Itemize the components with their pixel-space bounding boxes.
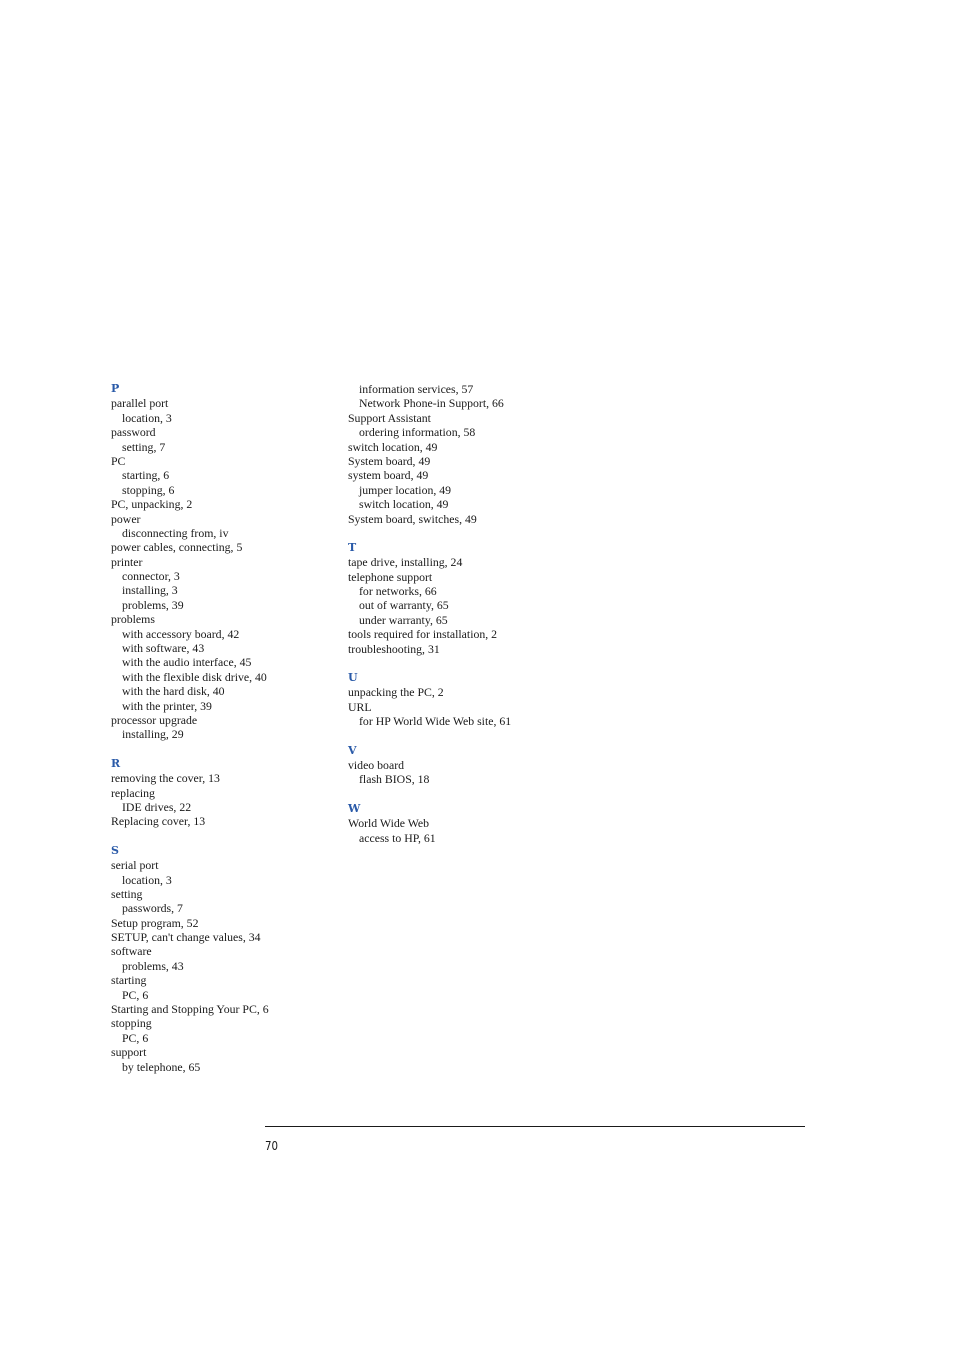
- index-entry: unpacking the PC, 2: [348, 685, 444, 700]
- index-subentry: with accessory board, 42: [122, 626, 240, 641]
- index-letter-heading: V: [348, 743, 357, 757]
- index-entry: System board, switches, 49: [348, 511, 477, 526]
- index-entry: Support Assistant: [348, 410, 431, 425]
- index-letter-heading: S: [111, 843, 119, 857]
- index-entry: URL: [348, 699, 372, 714]
- index-entry: tools required for installation, 2: [348, 627, 498, 642]
- index-entry: tape drive, installing, 24: [348, 555, 463, 570]
- index-subentry: information services, 57: [359, 382, 474, 396]
- index-section-u: [348, 671, 608, 729]
- index-entry: starting: [111, 973, 147, 988]
- index-entry: switch location, 49: [348, 439, 438, 454]
- index-subentry: with the flexible disk drive, 40: [122, 669, 267, 684]
- index-entry: password: [111, 425, 156, 440]
- index-subentry: passwords, 7: [122, 901, 183, 916]
- index-subentry: flash BIOS, 18: [359, 772, 430, 787]
- index-subentry: with the audio interface, 45: [122, 655, 252, 670]
- index-entry: printer: [111, 554, 143, 569]
- index-subentry: Network Phone-in Support, 66: [359, 396, 504, 411]
- index-subentry: location, 3: [122, 872, 172, 887]
- index-subentry: for HP World Wide Web site, 61: [359, 714, 512, 729]
- index-entry: parallel port: [111, 396, 169, 411]
- index-subentry: ordering information, 58: [359, 425, 476, 440]
- index-entry: problems: [111, 612, 155, 627]
- index-column-right: [348, 382, 608, 860]
- footer-rule: [265, 1126, 805, 1127]
- index-entry: Starting and Stopping Your PC, 6: [111, 1002, 269, 1017]
- index-entry: video board: [348, 757, 405, 772]
- index-subentry: with software, 43: [122, 641, 205, 656]
- index-subentry: IDE drives, 22: [122, 799, 192, 814]
- index-subentry: connector, 3: [122, 569, 180, 584]
- index-entry: Replacing cover, 13: [111, 814, 206, 829]
- index-entry: PC: [111, 453, 126, 468]
- index-subentry: PC, 6: [122, 1030, 149, 1045]
- index-subentry: under warranty, 65: [359, 612, 448, 627]
- index-subentry: access to HP, 61: [359, 830, 436, 845]
- index-section-v: [348, 744, 608, 787]
- index-subentry: installing, 3: [122, 583, 178, 598]
- index-entry: PC, unpacking, 2: [111, 497, 193, 512]
- index-subentry: installing, 29: [122, 727, 184, 742]
- index-subentry: location, 3: [122, 410, 172, 425]
- index-entry: Setup program, 52: [111, 915, 199, 930]
- index-entry: support: [111, 1045, 147, 1060]
- index-section-w: [348, 802, 608, 845]
- index-section-s: [111, 844, 341, 1074]
- index-subentry: disconnecting from, iv: [122, 525, 229, 540]
- index-section-t: [348, 541, 608, 656]
- index-entry: power cables, connecting, 5: [111, 540, 243, 555]
- index-subentry: for networks, 66: [359, 584, 437, 599]
- index-subentry: problems, 39: [122, 597, 184, 612]
- index-section-p: [111, 382, 341, 742]
- index-subentry: stopping, 6: [122, 482, 175, 497]
- index-column-left: [111, 382, 341, 1089]
- index-section-continued: [348, 382, 608, 526]
- index-subentry: by telephone, 65: [122, 1059, 201, 1074]
- index-subentry: jumper location, 49: [359, 482, 452, 497]
- index-entry: SETUP, can't change values, 34: [111, 930, 261, 945]
- index-entry: software: [111, 944, 152, 959]
- index-entry: power: [111, 511, 141, 526]
- index-subentry: out of warranty, 65: [359, 598, 449, 613]
- index-letter-heading: U: [348, 671, 358, 685]
- index-entry: troubleshooting, 31: [348, 641, 440, 656]
- index-letter-heading: R: [111, 756, 121, 770]
- index-entry: processor upgrade: [111, 712, 198, 727]
- index-entry: World Wide Web: [348, 816, 430, 831]
- index-letter-heading: W: [348, 801, 361, 815]
- index-subentry: PC, 6: [122, 987, 149, 1002]
- index-section-r: [111, 757, 341, 829]
- index-subentry: switch location, 49: [359, 497, 449, 512]
- index-entry: setting: [111, 886, 143, 901]
- index-entry: stopping: [111, 1016, 152, 1031]
- index-subentry: problems, 43: [122, 958, 184, 973]
- index-subentry: with the hard disk, 40: [122, 684, 225, 699]
- index-entry: telephone support: [348, 569, 433, 584]
- index-entry: system board, 49: [348, 468, 429, 483]
- index-entry: serial port: [111, 858, 159, 873]
- index-subentry: setting, 7: [122, 439, 166, 454]
- page-number: 70: [265, 1138, 279, 1153]
- index-subentry: starting, 6: [122, 468, 170, 483]
- index-letter-heading: T: [348, 540, 357, 554]
- index-entry: System board, 49: [348, 453, 431, 468]
- index-entry: replacing: [111, 785, 155, 800]
- index-entry: removing the cover, 13: [111, 771, 220, 786]
- index-letter-heading: P: [111, 382, 120, 395]
- index-subentry: with the printer, 39: [122, 698, 212, 713]
